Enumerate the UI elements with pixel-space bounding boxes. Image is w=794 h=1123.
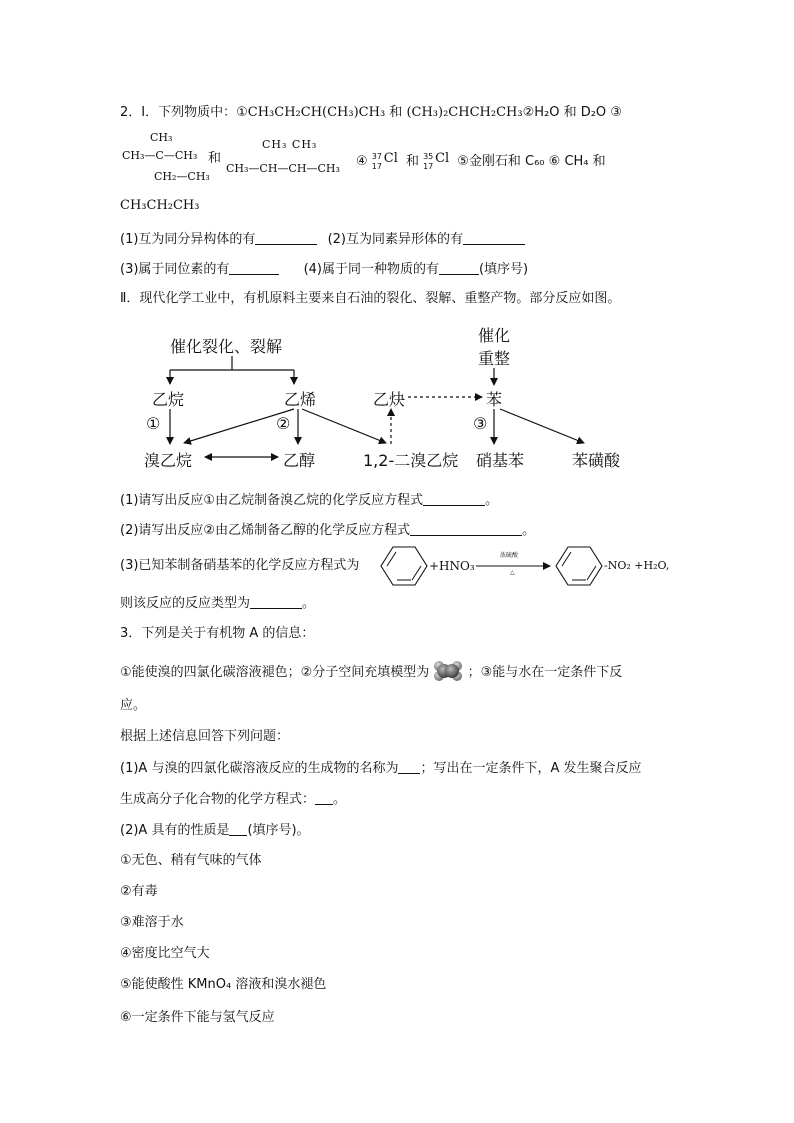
part2-sub1-text: (1)请写出反应①由乙烷制备溴乙烷的化学反应方程式 (120, 493, 424, 508)
flow-circle-3: ③ (473, 414, 488, 433)
item5-item6: ⑤金刚石和 C₆₀ ⑥ CH₄ 和 (457, 154, 606, 169)
ethylene-space-filling-model-icon (433, 660, 463, 682)
flow-top-right-2: 重整 (478, 349, 511, 368)
mol-a-top-ch3: CH₃ (150, 131, 173, 144)
q2-item2-formulas: ②H₂O 和 D₂O ③ (522, 105, 622, 120)
q2-number: 2．Ⅰ．下列物质中：① (120, 105, 248, 120)
and-word: 和 (208, 151, 222, 166)
q3-option-2: ②有毒 (120, 884, 158, 899)
q2-sub4: (4)属于同一种物质的有 (303, 262, 439, 277)
part2-sub2-text: (2)请写出反应②由乙烯制备乙醇的化学反应方程式 (120, 523, 411, 538)
part2-sub3-text: (3)已知苯制备硝基苯的化学反应方程式为 (120, 558, 360, 573)
part2-sub3b (120, 594, 315, 613)
flow-nitrobenzene: 硝基苯 (476, 451, 525, 470)
q2-line3: CH₃CH₂CH₃ (120, 198, 200, 213)
flow-ethanol: 乙醇 (283, 451, 316, 470)
mol-b-tops: CH₃ CH₃ (262, 138, 318, 151)
q3-sub1c-end: 。 (333, 792, 347, 807)
flow-top-right-1: 催化 (478, 326, 511, 345)
nitrobenzene-products: -NO₂ +H₂O, (604, 559, 670, 572)
q2-sub3: (3)属于同位素的有 (120, 262, 230, 277)
part2-sub1-end: 。 (485, 493, 499, 508)
q3-info-a: ①能使溴的四氯化碳溶液褪色；②分子空间充填模型为 (120, 665, 430, 680)
isotope-cl37: 37 17 Cl (371, 151, 398, 171)
q3-sub1-line2 (120, 790, 346, 809)
q3-info-line (120, 660, 622, 682)
flow-circle-2: ② (276, 414, 291, 433)
isotope-cl35: 35 17 Cl (423, 151, 450, 171)
flow-bromoethane: 溴乙烷 (144, 451, 193, 470)
q3-info-b: ；③能与水在一定条件下反 (467, 665, 623, 680)
part2-sub3b-end: 。 (302, 596, 316, 611)
answer-blank-9[interactable] (315, 790, 333, 805)
q3-title: 3．下列是关于有机物 A 的信息： (120, 626, 315, 641)
mol-a-main: CH₃—C—CH₃ (122, 149, 198, 162)
q3-info-c: 应。 (120, 698, 147, 713)
q3-option-6: ⑥一定条件下能与氢气反应 (120, 1010, 275, 1025)
q2-sub4-suffix: (填序号) (478, 262, 529, 277)
q3-sub2-text: (2)A 具有的性质是 (120, 823, 230, 838)
part2-sub2-end: 。 (522, 523, 536, 538)
flow-ethylene: 乙烯 (284, 390, 317, 409)
q3-sub1-line1 (120, 759, 641, 778)
part2-intro: Ⅱ．现代化学工业中，有机原料主要来自石油的裂化、裂解、重整产物。部分反应如图。 (120, 291, 621, 306)
q3-sub1a: (1)A 与溴的四氯化碳溶液反应的生成物的名称为 (120, 761, 399, 776)
flow-benzenesulfonic: 苯磺酸 (572, 451, 621, 470)
condition-top: 浓硫酸 (500, 552, 519, 559)
flow-top-left: 催化裂化、裂解 (170, 337, 283, 356)
q3-option-4: ④密度比空气大 (120, 946, 210, 961)
q3-sub1b: ；写出在一定条件下，A 发生聚合反应 (420, 761, 642, 776)
hno3-reagent: +HNO₃ (429, 559, 475, 573)
part2-sub3b-text: 则该反应的反应类型为 (120, 596, 251, 611)
answer-blank-10[interactable] (229, 821, 247, 836)
item4-number: ④ (356, 154, 368, 169)
q2-item1-formulas: CH₃CH₂CH(CH₃)CH₃ 和 (CH₃)₂CHCH₂CH₃ (247, 105, 523, 120)
answer-blank-7[interactable] (250, 594, 302, 609)
flow-ethane: 乙烷 (152, 390, 185, 409)
q2-sub1: (1)互为同分异构体的有 (120, 232, 256, 247)
q3-sub2 (120, 821, 310, 840)
item4-and: 和 (405, 154, 419, 169)
q3-option-1: ①无色、稍有气味的气体 (120, 853, 262, 868)
q2-sub2: (2)互为同素异形体的有 (327, 232, 463, 247)
q3-sub2-end: (填序号)。 (247, 823, 310, 838)
q3-option-5: ⑤能使酸性 KMnO₄ 溶液和溴水褪色 (120, 977, 327, 992)
q3-ask: 根据上述信息回答下列问题： (120, 729, 290, 744)
flow-acetylene: 乙炔 (373, 390, 406, 409)
mol-b-main: CH₃—CH—CH—CH₃ (226, 162, 340, 175)
condition-bottom: △ (510, 569, 515, 576)
flow-circle-1: ① (146, 414, 161, 433)
flow-benzene: 苯 (486, 390, 503, 409)
q3-option-3: ③难溶于水 (120, 915, 184, 930)
q3-sub1c: 生成高分子化合物的化学方程式： (120, 792, 316, 807)
answer-blank-8[interactable] (398, 759, 420, 774)
flow-dibromoethane: 1,2-二溴乙烷 (363, 451, 459, 470)
mol-a-bottom: CH₂—CH₃ (154, 170, 210, 183)
